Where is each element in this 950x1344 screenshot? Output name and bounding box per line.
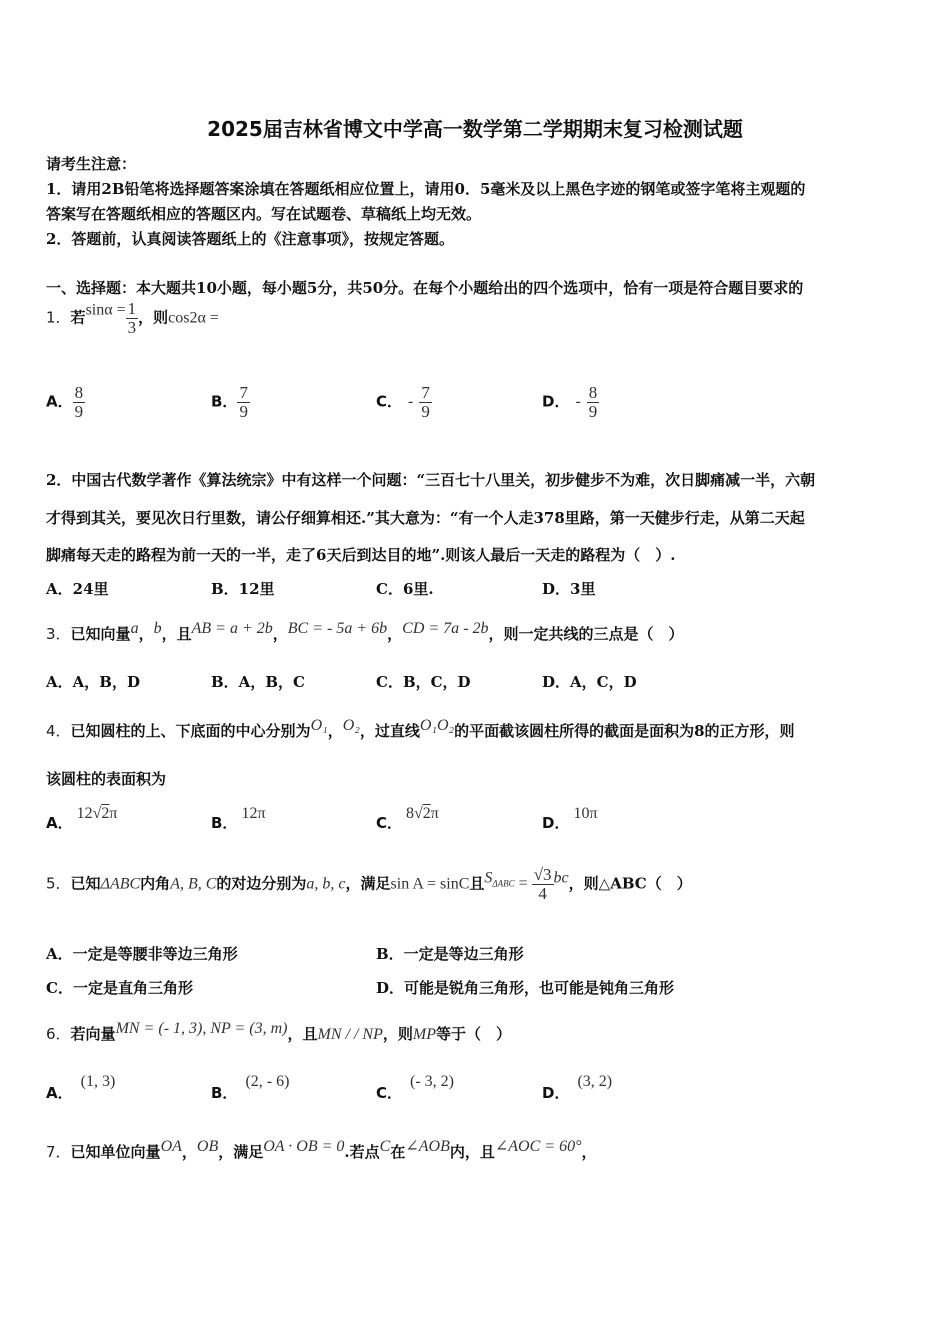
q1-option-d-sign: -: [575, 393, 581, 411]
q3-vector-b: b: [153, 620, 162, 637]
question-3: 3．已知向量a，b，且AB = a + 2b，BC = - 5a + 6b，CD = 7a - 2b，则一定共线的三点是（ ）: [46, 620, 684, 643]
q5-math-angles: A, B, C: [170, 875, 217, 893]
q5-number: 5．: [46, 874, 71, 893]
q5-option-d[interactable]: D．可能是锐角三角形，也可能是钝角三角形: [376, 979, 675, 997]
q4-option-a[interactable]: A．12√2π: [46, 805, 118, 832]
q7-text-1: 已知单位向量: [70, 1143, 161, 1161]
q4-option-a-post: π: [109, 805, 118, 822]
section-heading: 一、选择题：本大题共10小题，每小题5分，共50分。在每个小题给出的四个选项中，恰有一项是符合题目要求的: [46, 279, 804, 297]
q4-option-c-pre: 8: [406, 805, 415, 822]
q2-option-d[interactable]: D．3里: [542, 580, 596, 598]
q6-option-d[interactable]: [542, 1072, 612, 1103]
q6-text-2: ，且: [287, 1025, 318, 1043]
q4-option-b-label: B．: [211, 814, 238, 832]
q1-option-b[interactable]: [211, 384, 250, 421]
q3-sep: ，: [138, 625, 154, 643]
notice-heading: 请考生注意：: [46, 155, 137, 173]
q7-text-6: ，: [581, 1143, 597, 1161]
q1-option-a[interactable]: [46, 384, 85, 421]
q1-option-c-label: C．: [376, 392, 403, 411]
q6-option-b[interactable]: [211, 1072, 289, 1103]
q4-text-1: 已知圆柱的上、下底面的中心分别为: [70, 722, 311, 740]
q5-math-triangle: ΔABC: [100, 875, 141, 893]
q6-text-4: 等于（ ）: [436, 1025, 512, 1043]
q1-option-c-den: 9: [421, 401, 430, 421]
q1-option-a-frac: [73, 384, 86, 421]
q1-option-b-frac: [237, 384, 250, 421]
q1-option-c[interactable]: [376, 384, 432, 421]
q6-option-d-value: (3, 2): [577, 1073, 613, 1090]
q6-text-1: 若向量: [70, 1025, 116, 1043]
q3-text-1: 已知向量: [70, 625, 131, 643]
q4-option-d-label: D．: [542, 814, 570, 832]
q5-math-area: S: [484, 869, 493, 887]
q3-math-bc: BC = - 5a + 6b: [287, 620, 388, 637]
q1-option-b-den: 9: [239, 401, 248, 421]
q3-number: 3．: [46, 625, 71, 643]
q5-math-sin: sin A = sinC: [390, 875, 470, 893]
q5-math-area-sub: ΔABC: [492, 878, 515, 889]
question-7: [46, 1136, 597, 1162]
q1-math-sin: sinα =: [85, 301, 126, 319]
q7-text-5: 内，且: [449, 1143, 495, 1161]
q4-number: 4．: [46, 722, 71, 740]
q6-option-a[interactable]: [46, 1072, 115, 1103]
q5-math-bc: bc: [553, 869, 569, 887]
q4-math-o2: O₂: [342, 717, 360, 734]
q4-option-b[interactable]: [211, 804, 266, 833]
q2-option-a[interactable]: A．24里: [46, 580, 109, 598]
q2-line-2: 才得到其关，要见次日行里数，请公仔细算相还.”其大意为：“有一个人走378里路，第一天健步行走，从第二天起: [46, 509, 805, 527]
q5-math-eq: =: [518, 875, 528, 893]
q3-text-2: ，且: [161, 625, 192, 643]
q4-option-d[interactable]: [542, 804, 598, 833]
q1-frac-num: 1: [127, 299, 137, 318]
q4-option-c-radicand: 2: [422, 805, 431, 822]
q5-text-4: ，满足: [345, 874, 391, 893]
q1-text-2: ，则: [138, 308, 169, 327]
q5-option-b[interactable]: B．一定是等边三角形: [376, 945, 524, 963]
q4-math-o1: O₁: [310, 717, 328, 734]
q3-text-3: ，则一定共线的三点是（ ）: [488, 625, 684, 643]
q7-text-2: ，满足: [218, 1143, 264, 1161]
q5-frac-num: √3: [533, 865, 552, 884]
q1-option-d-den: 9: [588, 401, 598, 421]
q1-option-b-label: B．: [211, 392, 238, 411]
q6-math-vectors: MN = (- 1, 3), NP = (3, m): [115, 1020, 288, 1037]
notice-line-1: 1．请用2B铅笔将选择题答案涂填在答题纸相应位置上，请用0．5毫米及以上黑色字迹的钢笔或签字笔将主观题的: [46, 180, 806, 198]
q6-option-b-value: (2, - 6): [245, 1073, 290, 1090]
q6-option-c-label: C．: [376, 1084, 403, 1102]
q4-option-a-pre: 12: [76, 805, 93, 822]
q1-number: 1．: [46, 308, 71, 327]
q1-option-d-label: D．: [542, 392, 570, 411]
q7-number: 7．: [46, 1143, 71, 1161]
q6-option-b-label: B．: [211, 1084, 238, 1102]
q5-option-a[interactable]: A．一定是等腰非等边三角形: [46, 945, 238, 963]
q7-math-c: C: [379, 1138, 391, 1155]
q6-math-parallel: MN / / NP: [317, 1026, 383, 1043]
q5-text-2: 内角: [140, 874, 171, 893]
q6-math-mp: MP: [412, 1026, 436, 1043]
q5-text-1: 已知: [70, 874, 101, 893]
q7-text-4: 在: [390, 1143, 406, 1161]
q6-option-a-value: (1, 3): [80, 1073, 116, 1090]
q6-option-a-label: A．: [46, 1084, 73, 1102]
question-6: [46, 1020, 511, 1044]
q1-fraction: [126, 300, 139, 337]
q3-vector-a: a: [130, 620, 139, 637]
q1-option-a-num: 8: [74, 383, 84, 402]
q1-option-a-den: 9: [74, 401, 84, 421]
q7-math-angle-aob: ∠AOB: [405, 1138, 450, 1155]
q2-line-3: 脚痛每天走的路程为前一天的一半，走了6天后到达目的地”.则该人最后一天走的路程为（ ）.: [46, 546, 676, 564]
q6-number: 6．: [46, 1025, 71, 1043]
notice-line-2: 答案写在答题纸相应的答题区内。写在试题卷、草稿纸上均无效。: [46, 205, 482, 223]
q6-option-c[interactable]: [376, 1072, 454, 1103]
q7-text-3: .若点: [344, 1143, 380, 1161]
q5-fraction: [532, 866, 554, 903]
q3-math-cd: CD = 7a - 2b: [402, 620, 489, 637]
q5-frac-den: 4: [538, 883, 547, 903]
q5-option-c[interactable]: C．一定是直角三角形: [46, 979, 193, 997]
q4-text-3: 的平面截该圆柱所得的截面是面积为8的正方形，则: [454, 722, 795, 740]
q4-text-2: ，过直线: [359, 722, 420, 740]
q1-option-a-label: A．: [46, 392, 73, 411]
q4-math-o1o2: O₁O₂: [419, 717, 455, 734]
question-5: [46, 866, 692, 903]
q4-option-b-pre: 12π: [241, 805, 266, 822]
q7-math-oa: OA: [160, 1138, 182, 1155]
q6-option-c-value: (- 3, 2): [410, 1073, 454, 1090]
q7-math-angle-aoc: ∠AOC = 60°: [494, 1138, 582, 1155]
q3-option-a[interactable]: A．A，B，D: [46, 673, 140, 691]
q4-option-c-label: C．: [376, 814, 403, 832]
notice-line-3: 2．答题前，认真阅读答题纸上的《注意事项》，按规定答题。: [46, 230, 454, 248]
q1-option-d[interactable]: [542, 384, 599, 421]
q1-option-c-num: 7: [421, 383, 430, 402]
q5-text-3: 的对边分别为: [216, 874, 307, 893]
page-title: 2025届吉林省博文中学高一数学第二学期期末复习检测试题: [207, 117, 743, 141]
q2-line-1: 2．中国古代数学著作《算法统宗》中有这样一个问题：“三百七十八里关，初步健步不为难，次日脚痛减一半，六朝: [46, 471, 816, 489]
q3-option-b[interactable]: B．A，B，C: [211, 673, 305, 691]
q4-option-a-label: A．: [46, 814, 73, 832]
q3-option-c[interactable]: C．B，C，D: [376, 673, 471, 691]
q1-math-cos: cos2α =: [168, 309, 219, 327]
q6-text-3: ，则: [382, 1025, 413, 1043]
question-4: 4．已知圆柱的上、下底面的中心分别为O₁，O₂，过直线O₁O₂的平面截该圆柱所得的截面是面积为8的正方形，则: [46, 717, 795, 740]
q5-text-6: ，则△ABC（ ）: [568, 874, 692, 893]
q4-option-c[interactable]: C．8√2π: [376, 805, 439, 832]
q7-math-dot: OA · OB = 0: [263, 1138, 345, 1155]
q1-option-d-num: 8: [588, 383, 598, 402]
q1-option-c-sign: -: [408, 393, 414, 411]
q4-option-d-pre: 10π: [573, 805, 598, 822]
q1-frac-den: 3: [127, 317, 137, 337]
q1-option-d-frac: [587, 384, 600, 421]
q2-option-c[interactable]: C．6里.: [376, 580, 434, 598]
q7-sep: ，: [181, 1143, 197, 1161]
q4-line-2: 该圆柱的表面积为: [46, 770, 167, 788]
q5-math-sides: a, b, c: [306, 875, 346, 893]
q1-option-b-num: 7: [239, 383, 248, 402]
q5-text-5: 且: [469, 874, 485, 893]
q4-option-a-radicand: 2: [101, 805, 110, 822]
question-1: [46, 300, 219, 337]
q7-math-ob: OB: [196, 1138, 219, 1155]
q1-option-c-frac: [419, 384, 432, 421]
q6-option-d-label: D．: [542, 1084, 570, 1102]
q3-math-ab: AB = a + 2b: [191, 620, 273, 637]
q1-text-1: 若: [70, 308, 86, 327]
q3-option-d[interactable]: D．A，C，D: [542, 673, 637, 691]
q2-option-b[interactable]: B．12里: [211, 580, 275, 598]
q4-option-c-post: π: [430, 805, 439, 822]
